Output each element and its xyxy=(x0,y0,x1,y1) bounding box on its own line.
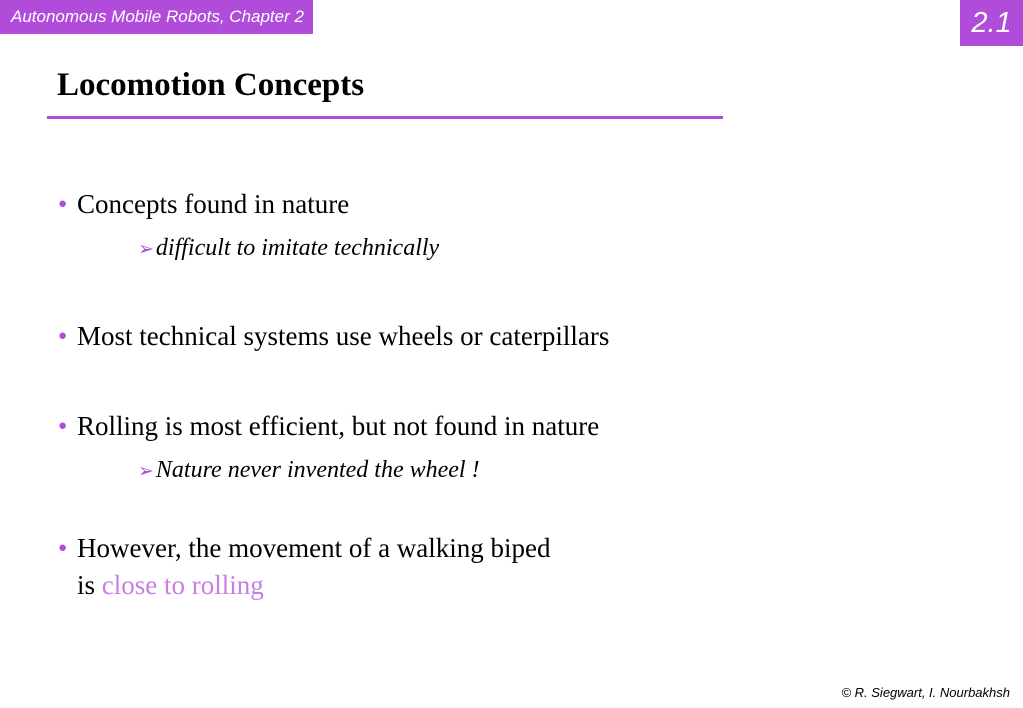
round-bullet-icon: ● xyxy=(58,328,68,344)
title-underline xyxy=(47,116,723,119)
sub-bullet-item-1 xyxy=(138,233,439,264)
bullet-item-2 xyxy=(58,318,609,355)
page-title: Locomotion Concepts xyxy=(57,67,365,103)
bullet-item-4 xyxy=(58,530,551,604)
round-bullet-icon: ● xyxy=(58,418,68,434)
bullet-item-1 xyxy=(58,186,349,223)
sub-bullet-item-3 xyxy=(138,455,480,486)
highlighted-phrase: close to rolling xyxy=(101,570,264,600)
arrow-bullet-icon: ➢ xyxy=(138,238,154,260)
sub-bullet-text: Nature never invented the wheel ! xyxy=(155,457,480,483)
bullet-item-3 xyxy=(58,408,599,445)
bullet-text-line-2 xyxy=(58,567,551,604)
copyright-credit: © R. Siegwart, I. Nourbakhsh xyxy=(841,685,1010,700)
round-bullet-icon: ● xyxy=(58,196,68,212)
bullet-text: Concepts found in nature xyxy=(77,189,350,219)
course-tag: Autonomous Mobile Robots, Chapter 2 xyxy=(0,0,313,34)
section-number-badge: 2.1 xyxy=(960,0,1023,46)
arrow-bullet-icon: ➢ xyxy=(138,460,154,482)
bullet-text: Most technical systems use wheels or caterpillars xyxy=(77,321,610,351)
round-bullet-icon: ● xyxy=(58,540,68,556)
sub-bullet-text: difficult to imitate technically xyxy=(155,235,440,261)
bullet-text-prefix: is xyxy=(77,570,96,600)
bullet-text-line-1: However, the movement of a walking biped xyxy=(77,533,551,563)
bullet-text: Rolling is most efficient, but not found in nature xyxy=(77,411,600,441)
